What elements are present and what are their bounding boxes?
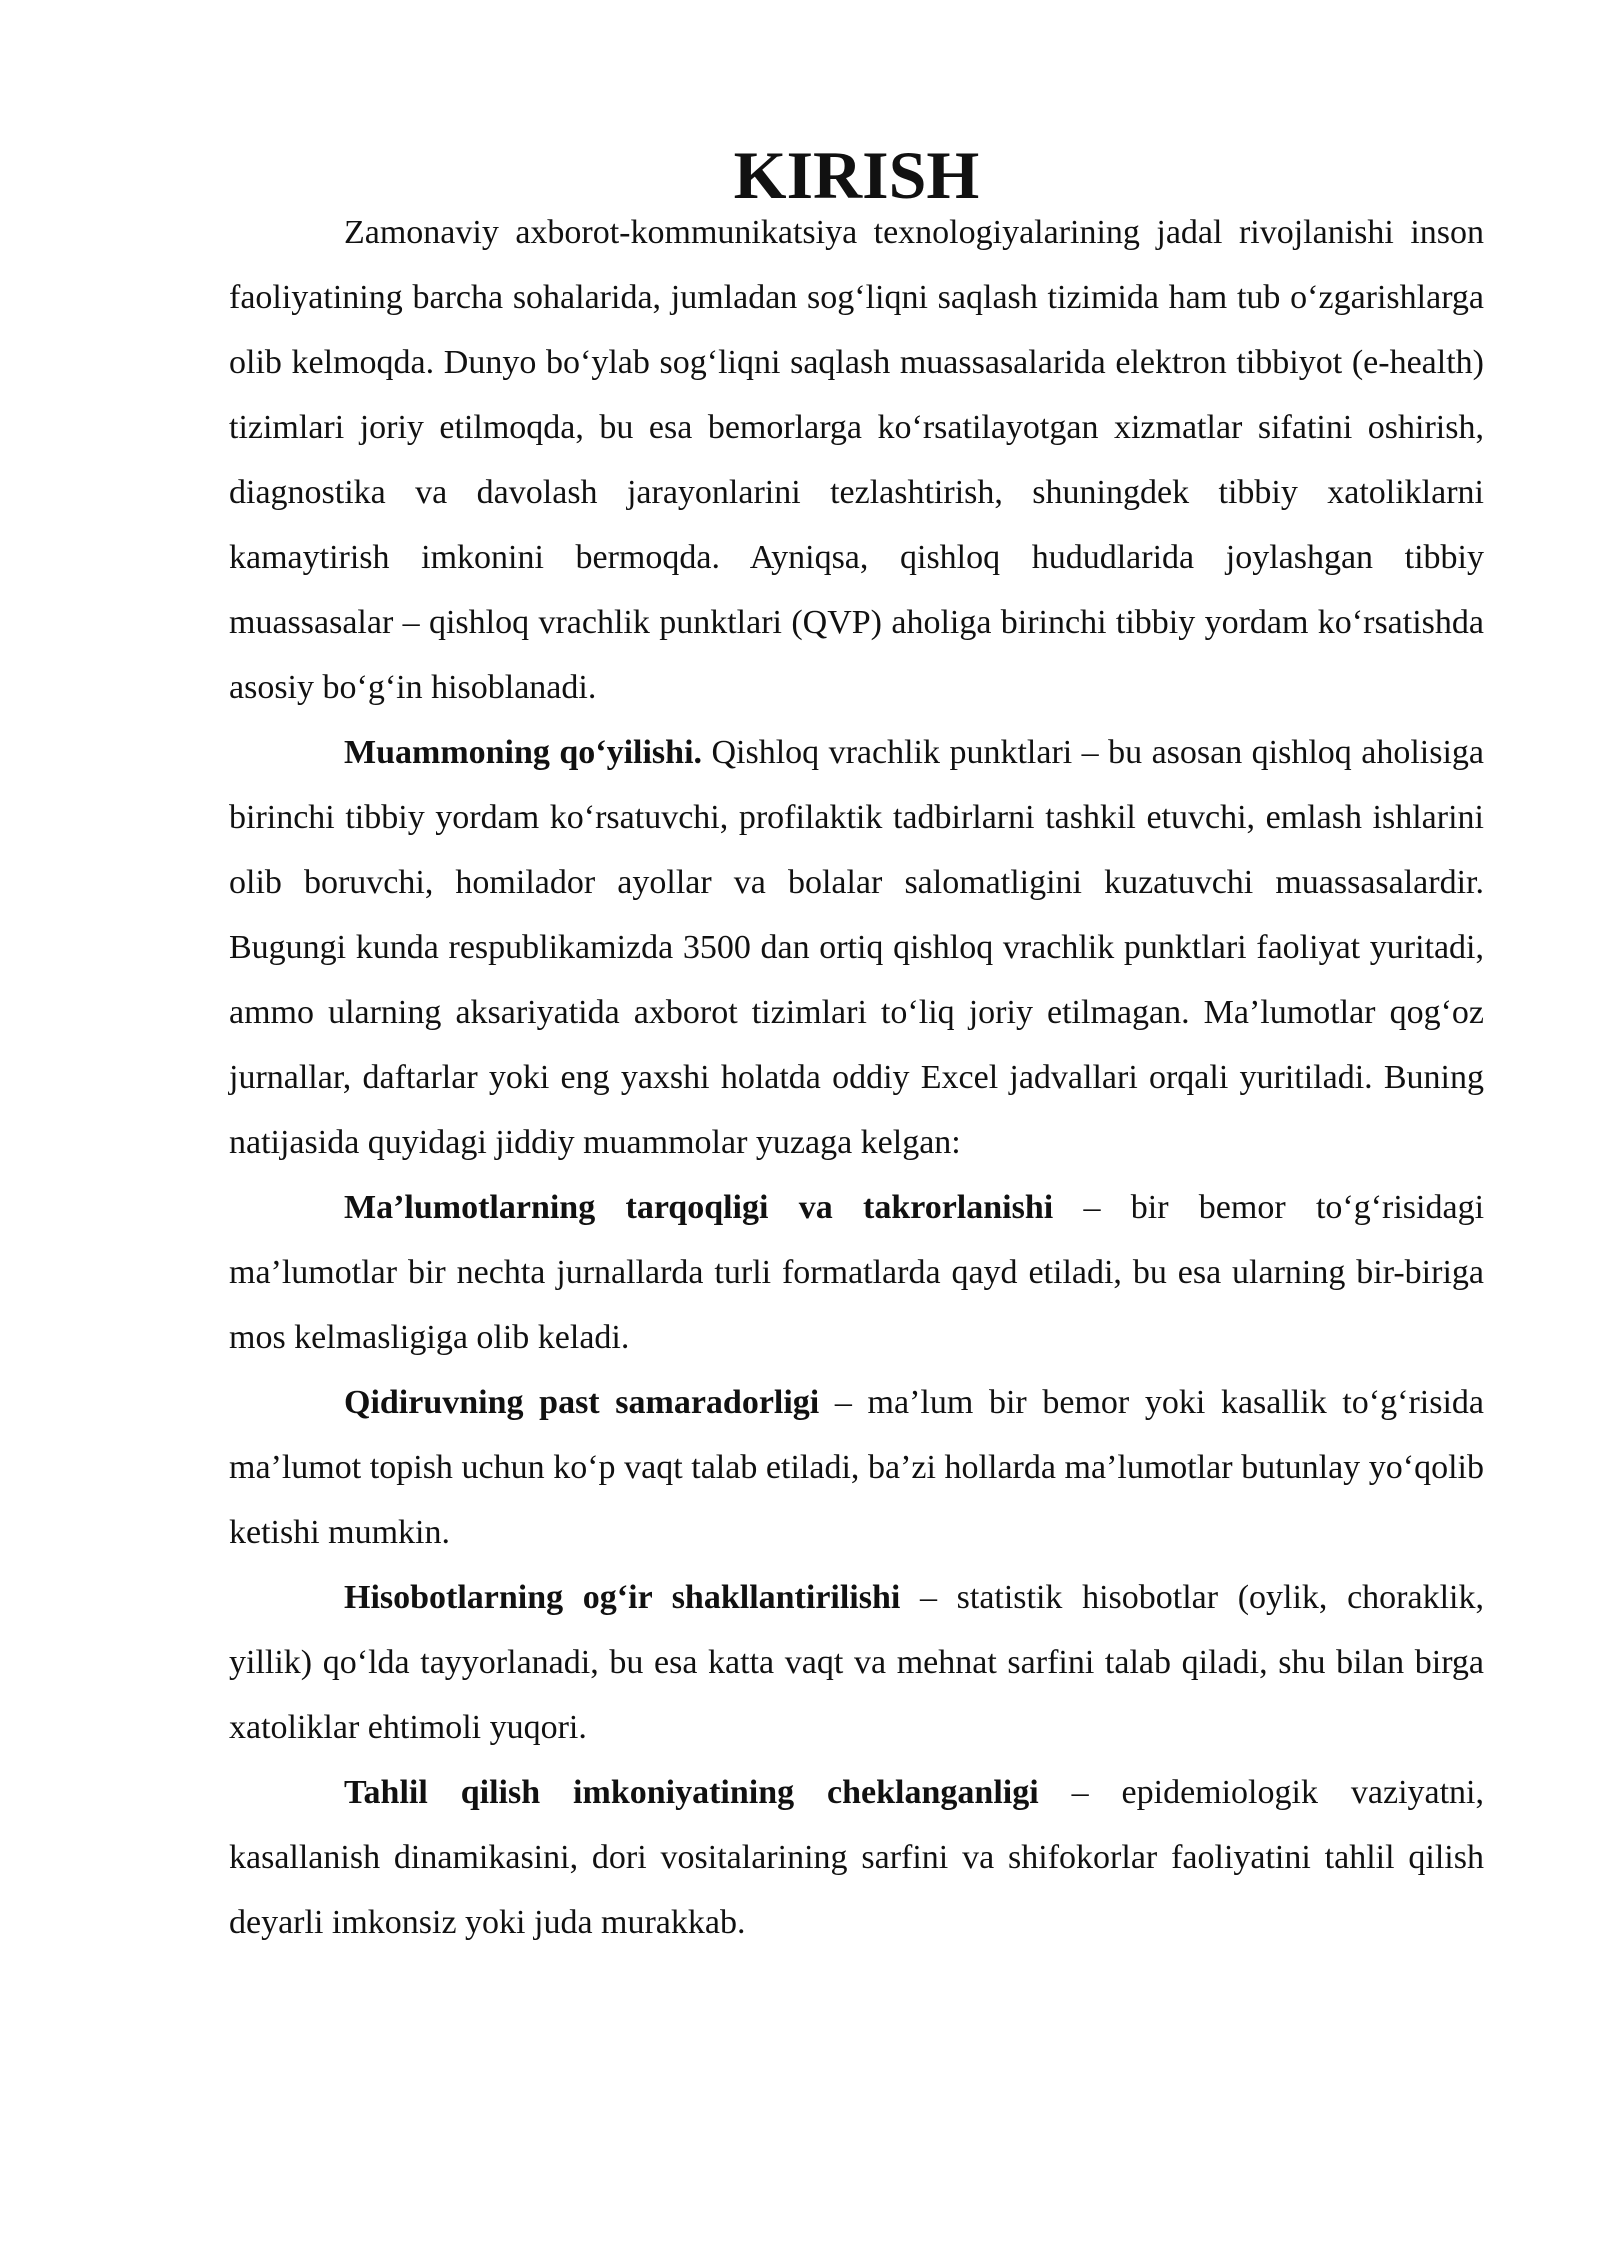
paragraph-problem-statement — [229, 720, 1484, 1175]
paragraph-text: – bir bemor to‘g‘risidagi ma’lumotlar bir nechta jurnallarda turli formatlarda qayd etiladi, bu esa ularning bir-biriga mos kelmasligiga olib keladi. — [229, 1189, 1485, 1356]
paragraph-lead: Ma’lumotlarning tarqoqligi va takrorlanishi — [344, 1189, 1054, 1226]
paragraph-text: – statistik hisobotlar (oylik, choraklik, yillik) qo‘lda tayyorlanadi, bu esa katta vaqt va mehnat sarfini talab qiladi, shu bilan birga xatoliklar ehtimoli yuqori. — [229, 1579, 1484, 1746]
paragraph-text: – epidemiologik vaziyatni, kasallanish dinamikasini, dori vositalarining sarfini va shifokorlar faoliyatini tahlil qilish deyarli imkonsiz yoki juda murakkab. — [229, 1774, 1484, 1941]
paragraph-text: – ma’lum bir bemor yoki kasallik to‘g‘risida ma’lumot topish uchun ko‘p vaqt talab etiladi, ba’zi hollarda ma’lumotlar butunlay yo‘qolib ketishi mumkin. — [229, 1384, 1484, 1551]
paragraph-reporting — [229, 1565, 1484, 1760]
paragraph-data-fragmentation — [229, 1175, 1484, 1370]
paragraph-text: Qishloq vrachlik punktlari – bu asosan qishloq aholisiga birinchi tibbiy yordam ko‘rsatuvchi, profilaktik tadbirlarni tashkil etuvchi, emlash ishlarini olib boruvchi, homilador ayollar va bolalar salomatligini kuzatuvchi muassasalardir. Bugungi kunda respublikamizda 3500 dan ortiq qishloq vrachlik punktlari faoliyat yuritadi, ammo ularning aksariyatida axborot tizimlari to‘liq joriy etilmagan. Ma’lumotlar qog‘oz jurnallar, daftarlar yoki eng yaxshi holatda oddiy Excel jadvallari orqali yuritiladi. Buning natijasida quyidagi jiddiy muammolar yuzaga kelgan: — [229, 734, 1484, 1161]
paragraph-analysis-limits — [229, 1760, 1484, 1955]
paragraph-text: Zamonaviy axborot-kommunikatsiya texnologiyalarining jadal rivojlanishi inson faoliyatining barcha sohalarida, jumladan sog‘liqni saqlash tizimida ham tub o‘zgarishlarga olib kelmoqda. Dunyo bo‘ylab sog‘liqni saqlash muassasalarida elektron tibbiyot (e-health) tizimlari joriy etilmoqda, bu esa bemorlarga ko‘rsatilayotgan xizmatlar sifatini oshirish, diagnostika va davolash jarayonlarini tezlashtirish, shuningdek tibbiy xatoliklarni kamaytirish imkonini bermoqda. Ayniqsa, qishloq hududlarida joylashgan tibbiy muassasalar – qishloq vrachlik punktlari (QVP) aholiga birinchi tibbiy yordam ko‘rsatishda asosiy bo‘g‘in hisoblanadi. — [229, 214, 1484, 706]
paragraph-lead: Muammoning qo‘yilishi. — [344, 734, 703, 771]
document-title: KIRISH — [733, 137, 980, 213]
paragraph-intro — [229, 200, 1484, 720]
paragraph-lead: Hisobotlarning og‘ir shakllantirilishi — [344, 1579, 901, 1616]
paragraph-lead: Tahlil qilish imkoniyatining cheklanganligi — [344, 1774, 1039, 1811]
paragraph-lead: Qidiruvning past samaradorligi — [344, 1384, 820, 1421]
document-body — [229, 137, 1485, 1955]
paragraph-search-efficiency — [229, 1370, 1484, 1565]
